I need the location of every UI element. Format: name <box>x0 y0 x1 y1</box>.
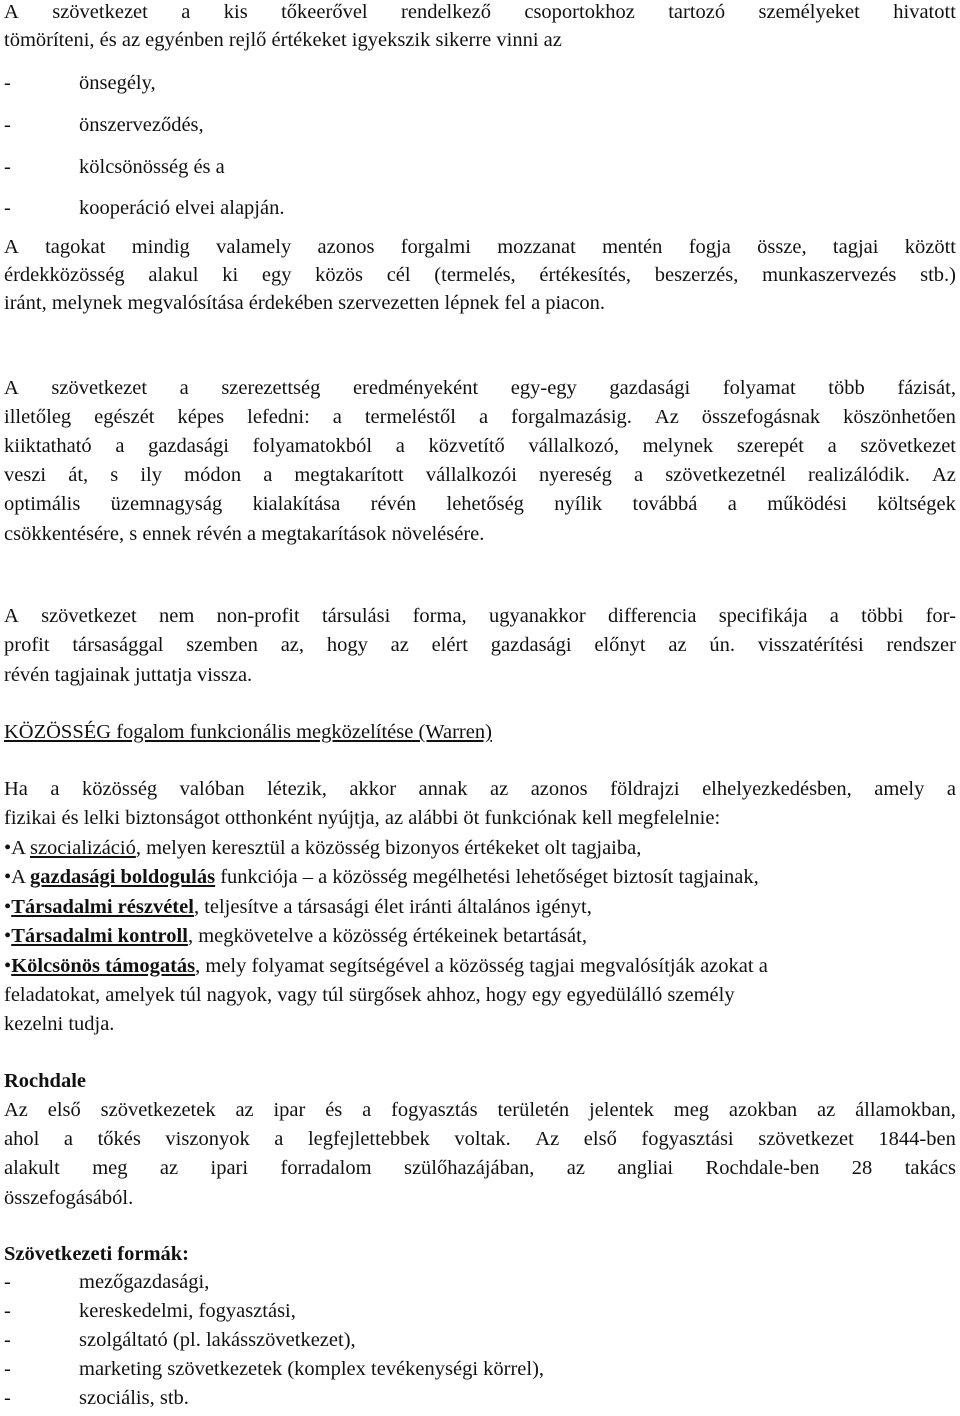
word: illetőleg <box>4 406 72 428</box>
word: forgalmi <box>400 236 471 258</box>
list-item: mezőgazdasági, <box>79 1271 210 1293</box>
bullet-item: •A szocializáció, melyen keresztül a közösség bizonyos értékeket olt tagjaiba, <box>4 837 642 859</box>
word: földrajzi <box>610 778 680 800</box>
word: többi <box>861 605 904 627</box>
word: vállalkozó, <box>528 435 619 457</box>
word: államokban, <box>855 1099 956 1121</box>
bullet-key-term: szocializáció <box>29 837 136 859</box>
word: a <box>727 493 737 515</box>
word: melynek <box>642 435 714 457</box>
bullet-item: •A gazdasági boldogulás funkciója – a közösség megélhetési lehetőséget biztosít tagjainak, <box>4 866 759 888</box>
word: gazdasági <box>490 634 572 656</box>
word: nyereség <box>539 464 612 486</box>
word: egy-egy <box>510 377 577 399</box>
word: csoportokhoz <box>524 1 635 23</box>
word: első <box>47 1099 81 1121</box>
bullet-item: •Társadalmi részvétel, teljesítve a társasági élet iránti általános igényt, <box>4 896 592 918</box>
word: amely <box>874 778 925 800</box>
p3-line5 <box>4 491 956 518</box>
p5-line1 <box>4 776 956 803</box>
word: 1844-ben <box>878 1128 956 1150</box>
word: előnyt <box>594 634 646 656</box>
word: rendszer <box>886 634 956 656</box>
word: ily <box>140 464 163 486</box>
word: Az <box>931 464 956 486</box>
word: veszi <box>4 464 47 486</box>
word: mentén <box>602 236 663 258</box>
word: Az <box>4 1099 28 1121</box>
list-dash: - <box>4 156 11 178</box>
p3-line2 <box>4 404 956 431</box>
list-dash: - <box>4 197 11 219</box>
word: szövetkezet <box>52 1 148 23</box>
word: közvetítő <box>428 435 505 457</box>
word: a <box>115 435 125 457</box>
word: azokban <box>728 1099 798 1121</box>
word: a <box>829 605 839 627</box>
list-dash: - <box>4 72 11 94</box>
word: visszatérítési <box>757 634 864 656</box>
list-dash: - <box>4 1271 11 1293</box>
word: 28 <box>851 1157 873 1179</box>
bullet-key-term: gazdasági boldogulás <box>29 866 216 888</box>
word: az <box>817 1099 836 1121</box>
word: meg <box>673 1099 710 1121</box>
word: lehetőség <box>446 493 524 515</box>
word: kis <box>223 1 248 23</box>
word: (termelés, <box>434 264 516 286</box>
list-dash: - <box>4 1387 11 1409</box>
word: az <box>235 1099 254 1121</box>
word: szövetkezetnél <box>665 464 786 486</box>
word: A <box>4 1 19 23</box>
word: vállalkozói <box>425 464 517 486</box>
word: lefedni: <box>247 406 310 428</box>
word: a <box>181 1 191 23</box>
p2-line1 <box>4 234 956 261</box>
bullet-continuation: kezelni tudja. <box>4 1013 115 1035</box>
word: révén <box>370 493 417 515</box>
word: költségek <box>877 493 956 515</box>
word: mozzanat <box>497 236 576 258</box>
word: területén <box>497 1099 570 1121</box>
word: takács <box>904 1157 956 1179</box>
word: a <box>362 1099 372 1121</box>
word: az <box>668 634 687 656</box>
word: ún. <box>709 634 736 656</box>
word: s <box>110 464 119 486</box>
word: Ha <box>4 778 28 800</box>
word: szövetkezet <box>41 605 137 627</box>
word: közös <box>315 264 363 286</box>
word: elhelyezkedésben, <box>702 778 852 800</box>
p4-line1 <box>4 603 956 630</box>
word: az <box>159 1157 179 1179</box>
word: alakul <box>148 264 199 286</box>
word: tagokat <box>45 236 106 258</box>
word: a <box>179 377 189 399</box>
word: fogja <box>688 236 731 258</box>
word: a <box>633 464 644 486</box>
section-heading-kozosseg: KÖZÖSSÉG fogalom funkcionális megközelítése (Warren) <box>4 721 492 743</box>
word: az <box>566 1157 585 1179</box>
word: első <box>583 1128 617 1150</box>
word: a <box>50 778 60 800</box>
word: profit <box>4 634 50 656</box>
word: valamely <box>216 236 292 258</box>
word: termeléstől <box>364 406 456 428</box>
word: Rochdale-ben <box>705 1157 820 1179</box>
word: ipari <box>210 1157 249 1179</box>
word: társulási <box>321 605 391 627</box>
word: meg <box>92 1157 128 1179</box>
p4-line3: révén tagjainak juttatja vissza. <box>4 664 253 686</box>
word: nem <box>159 605 195 627</box>
word: az <box>390 634 409 656</box>
list-item: kölcsönösség és a <box>79 156 225 178</box>
list-dash: - <box>4 114 11 136</box>
word: kiiktatható <box>4 435 92 457</box>
word: optimális <box>4 493 81 515</box>
word: az, <box>280 634 305 656</box>
word: az <box>489 778 509 800</box>
word: beszerzés, <box>654 264 739 286</box>
word: folyamat <box>722 377 796 399</box>
rochdale-line1 <box>4 1097 956 1124</box>
p2-line3: iránt, melynek megvalósítása érdekében szervezetten lépnek fel a piacon. <box>4 292 606 314</box>
word: közösség <box>82 778 158 800</box>
word: létezik, <box>267 778 327 800</box>
word: mindig <box>131 236 190 258</box>
word: azonos <box>530 778 588 800</box>
list-item: önszerveződés, <box>79 114 204 136</box>
rochdale-line2 <box>4 1126 956 1153</box>
word: köszönhetően <box>843 406 956 428</box>
word: szemben <box>186 634 258 656</box>
word: munkaszervezés <box>762 264 897 286</box>
bullet-key-term: Kölcsönös támogatás <box>11 955 196 977</box>
word: ki <box>222 264 239 286</box>
word: A <box>4 605 19 627</box>
word: non-profit <box>216 605 300 627</box>
word: módon <box>184 464 242 486</box>
word: ugyanakkor <box>488 605 586 627</box>
p2-line2 <box>4 262 956 289</box>
word: akkor <box>349 778 397 800</box>
word: folyamatokból <box>252 435 373 457</box>
word: és <box>325 1099 343 1121</box>
word: nyílik <box>554 493 603 515</box>
word: személyeket <box>758 1 860 23</box>
word: több <box>828 377 865 399</box>
bullet-key-term: Társadalmi kontroll <box>11 925 188 947</box>
word: angliai <box>617 1157 674 1179</box>
word: kialakítása <box>252 493 341 515</box>
word: A <box>4 236 19 258</box>
word: egészét <box>94 406 155 428</box>
word: össze, <box>757 236 807 258</box>
word: a <box>263 464 273 486</box>
word: fogyasztás <box>391 1099 478 1121</box>
word: gazdasági <box>609 377 691 399</box>
word: specifikája <box>718 605 808 627</box>
word: át, <box>68 464 89 486</box>
section-heading-rochdale: Rochdale <box>4 1070 86 1092</box>
word: egy <box>261 264 292 286</box>
word: Az <box>654 406 679 428</box>
word: ahol <box>4 1128 40 1150</box>
word: azonos <box>317 236 375 258</box>
word: ipar <box>273 1099 306 1121</box>
bullet-item: •Kölcsönös támogatás, mely folyamat segítségével a közösség tagjai megvalósítják azokat a <box>4 955 768 977</box>
word: for- <box>925 605 956 627</box>
word: üzemnagyság <box>110 493 223 515</box>
word: szövetkezet <box>860 435 956 457</box>
list-dash: - <box>4 1329 11 1351</box>
word: társasággal <box>72 634 164 656</box>
p1-line1 <box>4 0 956 26</box>
word: differencia <box>608 605 697 627</box>
word: összefogásnak <box>701 406 821 428</box>
word: voltak. <box>454 1128 511 1150</box>
word: realizálódik. <box>807 464 910 486</box>
word: eredményeként <box>352 377 479 399</box>
word: a <box>827 435 837 457</box>
word: szülőhazájában, <box>403 1157 535 1179</box>
word: között <box>904 236 956 258</box>
list-item: marketing szövetkezetek (komplex tevékenységi körrel), <box>79 1358 545 1380</box>
word: A <box>4 377 19 399</box>
word: a <box>63 1128 73 1150</box>
list-item: kooperáció elvei alapján. <box>79 197 285 219</box>
word: a <box>274 1128 284 1150</box>
word: a <box>332 406 342 428</box>
word: képes <box>177 406 225 428</box>
word: viszonyok <box>165 1128 250 1150</box>
rochdale-line3 <box>4 1155 956 1182</box>
p3-line4 <box>4 462 956 489</box>
word: szövetkezetek <box>100 1099 216 1121</box>
word: tagjai <box>832 236 879 258</box>
word: tőkeerővel <box>281 1 368 23</box>
list-item: kereskedelmi, fogyasztási, <box>79 1300 296 1322</box>
word: stb.) <box>920 264 956 286</box>
p3-line1 <box>4 375 956 402</box>
list-dash: - <box>4 1358 11 1380</box>
word: forgalmazásig. <box>511 406 632 428</box>
word: gazdasági <box>148 435 229 457</box>
word: legfejlettebbek <box>307 1128 430 1150</box>
word: hogy <box>326 634 368 656</box>
word: alakult <box>4 1157 60 1179</box>
word: a <box>478 406 489 428</box>
list-dash: - <box>4 1300 11 1322</box>
section-heading-formak: Szövetkezeti formák: <box>4 1243 190 1265</box>
p3-line3 <box>4 433 956 460</box>
word: fogyasztási <box>641 1128 734 1150</box>
p4-line2 <box>4 632 956 659</box>
p5-line2: fizikai és lelki biztonságot otthonként nyújtja, az alábbi öt funkciónak kell megfelelnie: <box>4 807 721 829</box>
word: szövetkezet <box>51 377 148 399</box>
word: tőkés <box>97 1128 141 1150</box>
word: működési <box>767 493 847 515</box>
word: rendelkező <box>401 1 491 23</box>
word: értékesítés, <box>539 264 632 286</box>
rochdale-line4: összefogásából. <box>4 1187 134 1209</box>
word: továbbá <box>632 493 698 515</box>
word: elért <box>431 634 468 656</box>
bullet-item: •Társadalmi kontroll, megkövetelve a közösség értékeinek betartását, <box>4 925 587 947</box>
word: érdekközösség <box>4 264 125 286</box>
word: szövetkezet <box>758 1128 854 1150</box>
word: szerepét <box>736 435 804 457</box>
word: Az <box>535 1128 560 1150</box>
word: annak <box>418 778 468 800</box>
p1-line2: tömöríteni, és az egyénben rejlő értékeket igyekszik sikerre vinni az <box>4 29 562 51</box>
word: megtakarított <box>294 464 404 486</box>
word: fázisát, <box>897 377 956 399</box>
list-item: szociális, stb. <box>79 1387 189 1409</box>
list-item: szolgáltató (pl. lakásszövetkezet), <box>79 1329 356 1351</box>
word: szerezettség <box>221 377 321 399</box>
p3-line6: csökkentésére, s ennek révén a megtakarítások növelésére. <box>4 523 485 545</box>
word: a <box>946 778 956 800</box>
word: forma, <box>412 605 467 627</box>
word: cél <box>386 264 411 286</box>
list-item: önsegély, <box>79 72 156 94</box>
word: a <box>395 435 405 457</box>
bullet-key-term: Társadalmi részvétel <box>11 896 194 918</box>
word: forradalom <box>280 1157 372 1179</box>
word: valóban <box>179 778 245 800</box>
word: jelentek <box>589 1099 654 1121</box>
word: tartozó <box>668 1 726 23</box>
bullet-continuation: feladatokat, amelyek túl nagyok, vagy túl sürgősek ahhoz, hogy egy egyedülálló személy <box>4 984 735 1006</box>
word: hivatott <box>893 1 956 23</box>
